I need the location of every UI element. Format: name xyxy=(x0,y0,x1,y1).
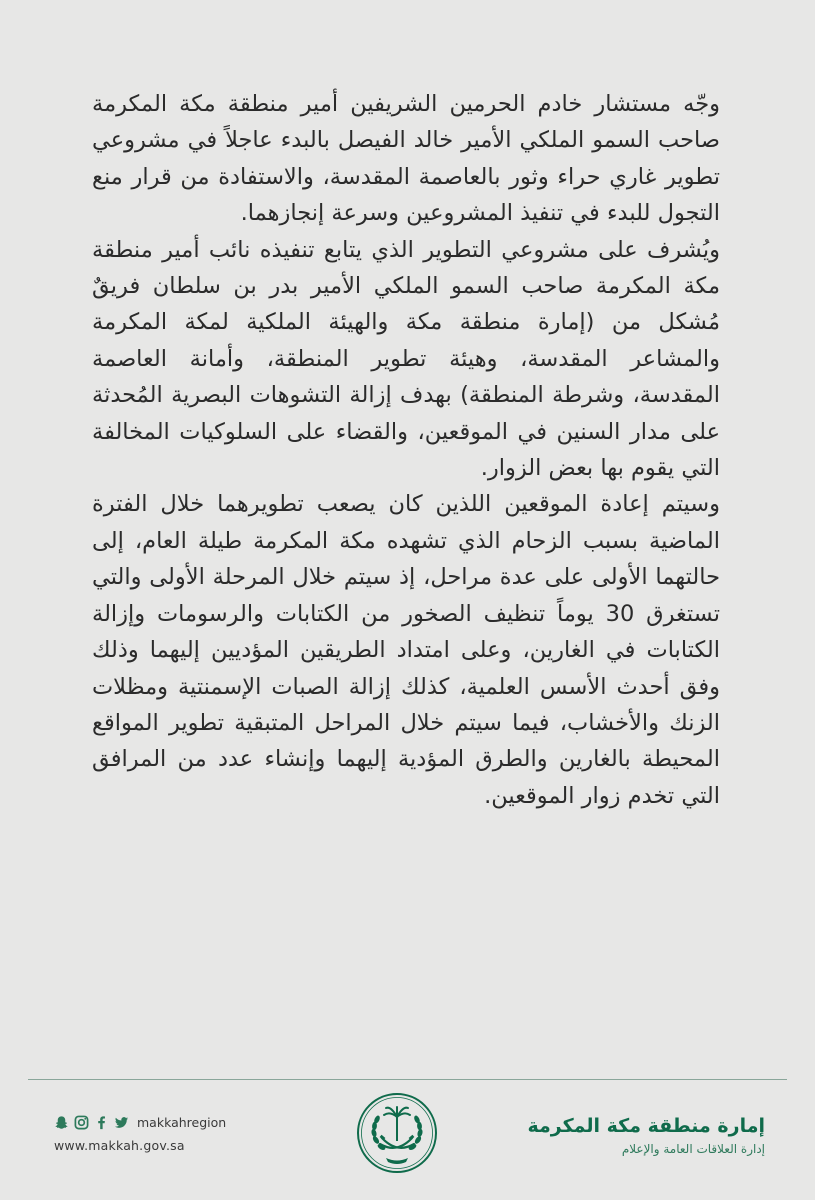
emirate-name: إمارة منطقة مكة المكرمة xyxy=(527,1115,765,1137)
social-handle[interactable]: makkahregion xyxy=(137,1114,227,1130)
twitter-icon[interactable] xyxy=(114,1115,129,1130)
facebook-icon[interactable] xyxy=(94,1115,109,1130)
footer-emirate-block xyxy=(527,1113,765,1159)
snapchat-icon[interactable] xyxy=(54,1115,69,1130)
department-name: إدارة العلاقات العامة والإعلام xyxy=(621,1142,765,1156)
article-body xyxy=(92,86,720,814)
footer-divider xyxy=(28,1079,787,1080)
social-row xyxy=(54,1113,226,1131)
website-link[interactable]: www.makkah.gov.sa xyxy=(54,1138,185,1153)
instagram-icon[interactable] xyxy=(74,1115,89,1130)
footer-contact-block xyxy=(54,1113,226,1153)
saudi-emblem-icon xyxy=(356,1092,438,1174)
paragraph-1: وجّه مستشار خادم الحرمين الشريفين أمير منطقة مكة المكرمة صاحب السمو الملكي الأمير خالد الفيصل بالبدء عاجلاً في مشروعي تطوير غاري حراء وثور بالعاصمة المقدسة، والاستفادة من قرار منع التجول للبدء في تنفيذ المشروعين وسرعة إنجازهما. xyxy=(92,91,720,227)
paragraph-3: وسيتم إعادة الموقعين اللذين كان يصعب تطويرهما خلال الفترة الماضية بسبب الزحام الذي تشهده مكة المكرمة طيلة العام، إلى حالتهما الأولى على عدة مراحل، إذ سيتم خلال المرحلة الأولى والتي تستغرق 30 يوماً تنظيف الصخور من الكتابات والرسومات وإزالة الكتابات في الغارين، وعلى امتداد الطريقين المؤديين إليهما وذلك وفق أحدث الأسس العلمية، كذلك إزالة الصبات الإسمنتية ومظلات الزنك والأخشاب، فيما سيتم خلال المراحل المتبقية تطوير المواقع المحيطة بالغارين والطرق المؤدية إليهما وإنشاء عدد من المرافق التي تخدم زوار الموقعين. xyxy=(92,491,720,809)
paragraph-2: ويُشرف على مشروعي التطوير الذي يتابع تنفيذه نائب أمير منطقة مكة المكرمة صاحب السمو الملكي الأمير بدر بن سلطان فريقٌ مُشكل من (إمارة منطقة مكة والهيئة الملكية لمكة المكرمة والمشاعر المقدسة، وهيئة تطوير المنطقة، وأمانة العاصمة المقدسة، وشرطة المنطقة) بهدف إزالة التشوهات البصرية المُحدثة على مدار السنين في الموقعين، والقضاء على السلوكيات المخالفة التي يقوم بها بعض الزوار. xyxy=(92,236,720,482)
